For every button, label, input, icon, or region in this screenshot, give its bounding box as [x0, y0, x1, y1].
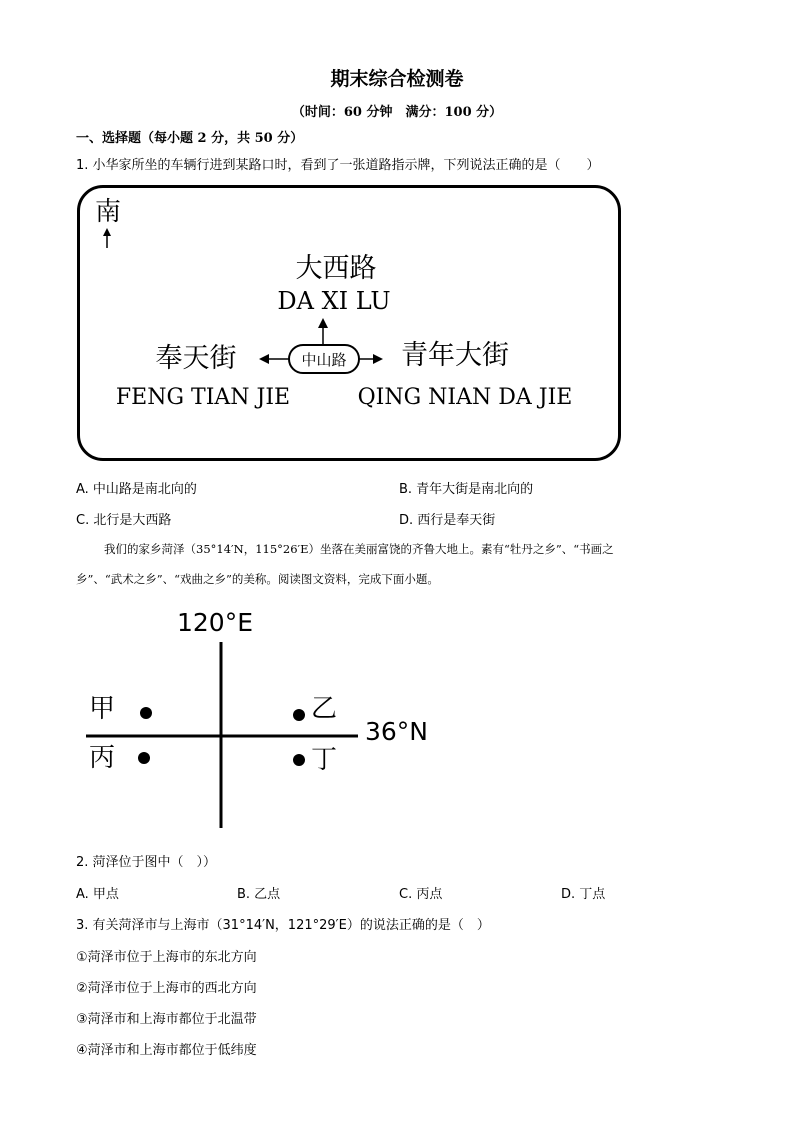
- longitude-label: 120°E: [177, 608, 254, 637]
- point-yi-marker: [293, 709, 305, 721]
- point-jia-marker: [140, 707, 152, 719]
- q3-statement-3: ③菏泽市和上海市都位于北温带: [76, 1012, 257, 1027]
- question-1-stem: 1. 小华家所坐的车辆行进到某路口时，看到了一张道路指示牌，下列说法正确的是（ ）: [76, 158, 600, 173]
- q2-option-d[interactable]: D. 丁点: [561, 887, 606, 902]
- exam-title: 期末综合检测卷: [330, 68, 464, 90]
- question-2-stem: 2. 菏泽位于图中（ ））: [76, 855, 217, 870]
- north-road-name: 大西路: [295, 253, 377, 284]
- q1-option-b[interactable]: B. 青年大街是南北向的: [399, 482, 534, 497]
- north-road-pinyin: DA XI LU: [277, 287, 391, 315]
- point-yi-label: 乙: [311, 694, 338, 724]
- right-road-pinyin: QING NIAN DA JIE: [357, 385, 573, 410]
- q2-option-c[interactable]: C. 丙点: [399, 887, 443, 902]
- question-3-stem: 3. 有关菏泽市与上海市（31°14′N，121°29′E）的说法正确的是（ ）: [76, 918, 490, 933]
- left-road-name: 奉天街: [155, 343, 237, 374]
- q1-option-a[interactable]: A. 中山路是南北向的: [76, 482, 197, 497]
- q3-statement-2: ②菏泽市位于上海市的西北方向: [76, 981, 257, 996]
- q2-option-b[interactable]: B. 乙点: [237, 887, 281, 902]
- q3-statement-4: ④菏泽市和上海市都位于低纬度: [76, 1043, 257, 1058]
- left-road-pinyin: FENG TIAN JIE: [115, 385, 291, 410]
- exam-subtitle: （时间：60 分钟 满分：100 分）: [291, 105, 503, 120]
- point-ding-marker: [293, 754, 305, 766]
- direction-label: 南: [95, 197, 122, 227]
- section-heading: 一、选择题（每小题 2 分，共 50 分）: [76, 131, 304, 146]
- q3-statement-1: ①菏泽市位于上海市的东北方向: [76, 950, 257, 965]
- point-bing-marker: [138, 752, 150, 764]
- passage-line-1: 我们的家乡菏泽（35°14′N，115°26′E）坐落在美丽富饶的齐鲁大地上。素有“牡丹之乡”、“书画之: [104, 542, 614, 556]
- q1-option-c[interactable]: C. 北行是大西路: [76, 513, 172, 528]
- passage-line-2: 乡”、“武术之乡”、“戏曲之乡”的美称。阅读图文资料，完成下面小题。: [76, 572, 439, 586]
- point-jia-label: 甲: [89, 694, 116, 724]
- q1-option-d[interactable]: D. 西行是奉天街: [399, 513, 496, 528]
- point-ding-label: 丁: [311, 745, 338, 775]
- q2-option-a[interactable]: A. 甲点: [76, 887, 119, 902]
- right-road-name: 青年大街: [401, 340, 509, 371]
- latitude-label: 36°N: [365, 717, 429, 746]
- center-road-name: 中山路: [301, 351, 347, 369]
- point-bing-label: 丙: [89, 743, 116, 773]
